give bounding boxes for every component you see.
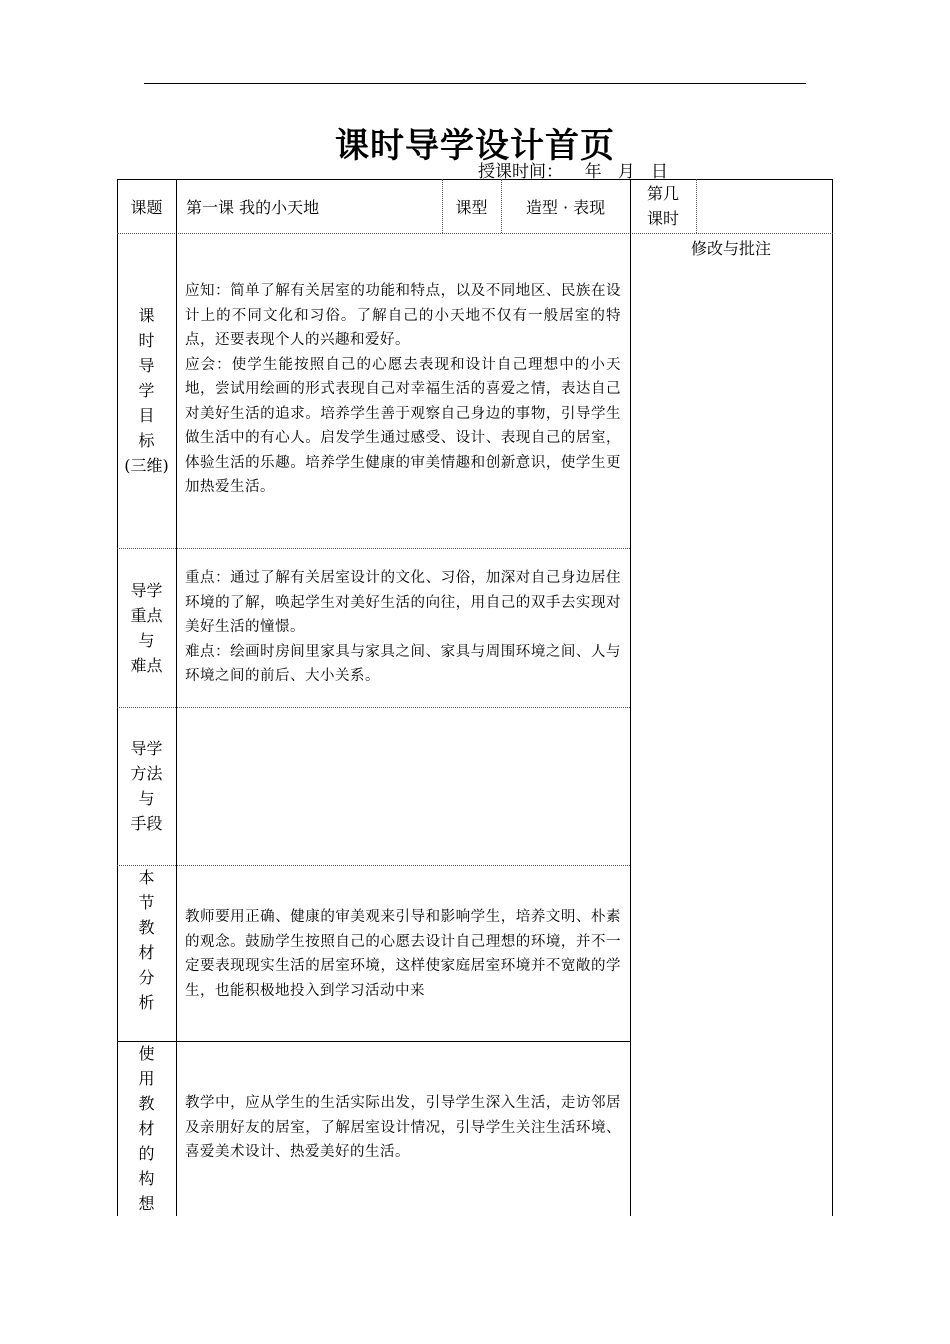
conception-label-char: 使	[138, 1044, 155, 1063]
page-title: 课时导学设计首页	[335, 126, 615, 166]
conception-label-char: 想	[138, 1194, 155, 1213]
section-divider-4	[117, 1041, 630, 1042]
period-value	[696, 179, 832, 233]
section-divider-2	[117, 707, 630, 708]
goals-content	[185, 279, 621, 500]
key-point-paragraph: 重点：通过了解有关居室设计的文化、习俗，加深对自己身边居住环境的了解，唤起学生对美好生活的向往，用自己的双手去实现对美好生活的憧憬。	[185, 570, 621, 635]
key-points-content	[185, 566, 621, 689]
table-right-border	[832, 179, 833, 1216]
lesson-plan-table	[117, 179, 833, 1216]
conception-paragraph: 教学中，应从学生的生活实际出发，引导学生深入生活，走访邻居及亲朋好友的居室，了解居室设计情况，引导学生关注生活环境、喜爱美术设计、热爱美好的生活。	[185, 1095, 621, 1160]
label-column-divider	[176, 179, 177, 1216]
lesson-date-line: 授课时间： 年 月 日	[478, 162, 669, 182]
analysis-label	[117, 865, 176, 1041]
difficulty-paragraph: 难点：绘画时房间里家具与家具之间、家具与周围环境之间、人与环境之间的前后、大小关系。	[185, 643, 621, 684]
type-label: 课型	[455, 197, 488, 217]
topic-value: 第一课 我的小天地	[186, 197, 320, 217]
analysis-label-char: 析	[138, 993, 155, 1012]
section-divider-3	[117, 865, 630, 866]
key-points-label-line: 导学	[130, 580, 163, 600]
goals-label-char: 目	[138, 406, 155, 425]
goals-label-char: 标	[138, 431, 155, 450]
conception-label-char: 材	[138, 1119, 155, 1138]
conception-label	[117, 1041, 176, 1216]
analysis-label-char: 节	[138, 893, 155, 912]
goals-label-char: 导	[138, 356, 155, 375]
main-column-divider	[630, 179, 631, 1216]
conception-label-char: 教	[138, 1094, 155, 1113]
conception-label-char: 构	[138, 1169, 155, 1188]
key-points-label-line: 与	[138, 630, 155, 650]
goals-label-char: 时	[138, 331, 155, 350]
key-points-label-line: 重点	[130, 605, 163, 625]
goals-paragraph-know: 应知：简单了解有关居室的功能和特点，以及不同地区、民族在设计上的不同文化和习俗。了解自己的小天地不仅有一般居室的特点，还要表现个人的兴趣和爱好。	[185, 283, 621, 348]
key-points-label	[117, 548, 176, 707]
conception-content	[185, 1091, 621, 1165]
revision-notes-header: 修改与批注	[690, 238, 771, 258]
analysis-label-char: 材	[138, 943, 155, 962]
methods-label-line: 方法	[130, 764, 163, 783]
header-rule	[144, 83, 806, 84]
goals-label-char: (三维)	[124, 456, 169, 475]
period-label	[630, 179, 696, 233]
analysis-label-char: 教	[138, 918, 155, 937]
goals-label	[117, 233, 176, 548]
analysis-label-char: 分	[138, 968, 155, 987]
methods-label	[117, 707, 176, 865]
analysis-content	[185, 905, 621, 1003]
period-label-line-1: 第几	[646, 184, 679, 203]
conception-label-char: 的	[138, 1144, 155, 1163]
analysis-paragraph: 教师要用正确、健康的审美观来引导和影响学生，培养文明、朴素的观念。鼓励学生按照自己的心愿去设计自己理想的环境，并不一定要表现现实生活的居室环境，这样使家庭居室环境并不宽敞的学生，也能积极地投入到学习活动中来	[185, 909, 621, 999]
section-divider-1	[117, 548, 630, 549]
period-label-line-2: 课时	[646, 209, 679, 228]
type-value: 造型 · 表现	[525, 197, 606, 217]
goals-label-char: 课	[138, 306, 155, 325]
methods-label-line: 与	[138, 789, 155, 808]
topic-label: 课题	[130, 197, 163, 217]
methods-label-line: 导学	[130, 739, 163, 758]
goals-paragraph-skill: 应会：使学生能按照自己的心愿去表现和设计自己理想中的小天地，尝试用绘画的形式表现自己对幸福生活的喜爱之情，表达自己对美好生活的追求。培养学生善于观察自己身边的事物，引导学生做生活中的有心人。启发学生通过感受、设计、表现自己的居室，体验生活的乐趣。培养学生健康的审美情趣和创新意识，使学生更加热爱生活。	[185, 356, 621, 495]
key-points-label-line: 难点	[130, 655, 163, 675]
conception-label-char: 用	[138, 1069, 155, 1088]
analysis-label-char: 本	[138, 868, 155, 887]
goals-label-char: 学	[138, 381, 155, 400]
methods-label-line: 手段	[130, 814, 163, 833]
